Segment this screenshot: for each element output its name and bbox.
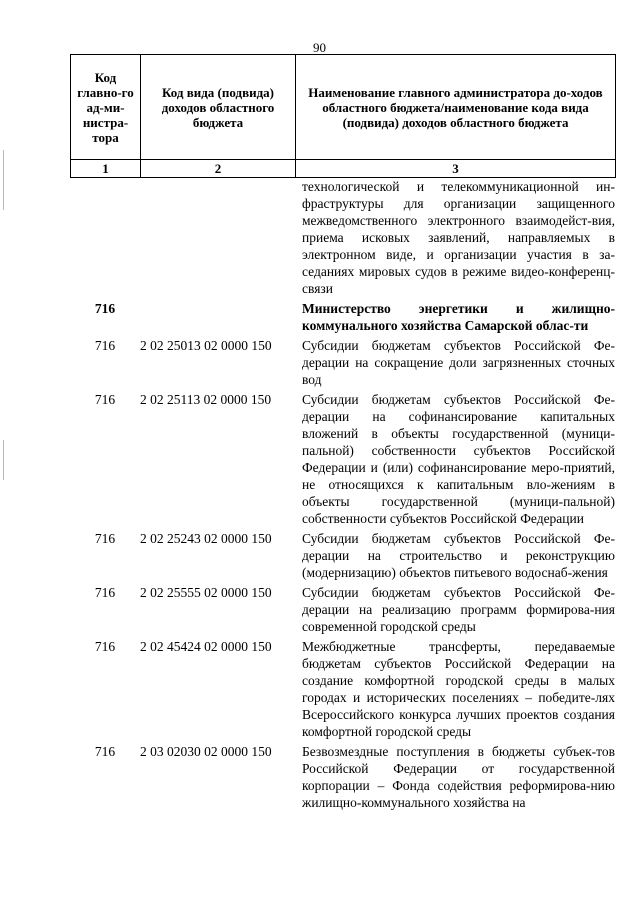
table-row xyxy=(70,743,615,811)
table-row xyxy=(70,391,615,527)
header-num-1: 1 xyxy=(71,160,141,178)
admin-name: Министерство энергетики и жилищно-коммунального хозяйства Самарской облас-ти xyxy=(302,301,615,333)
admin-code: 716 xyxy=(94,531,116,546)
admin-code: 716 xyxy=(94,338,116,353)
income-name: Межбюджетные трансферты, передаваемые бюджетам субъектов Российской Федерации на создание комфортной городской среды в малых городах и исторических поселениях – победите-лях Всероссийского конкурса лучших проектов создания комфортной городской среды xyxy=(302,639,615,739)
income-name: Субсидии бюджетам субъектов Российской Фе-дерации на сокращение доли загрязненных сточных вод xyxy=(302,338,615,387)
income-name: Безвозмездные поступления в бюджеты субъек-тов Российской Федерации от государственной корпорации – Фонда содействия реформирова-нию жилищно-коммунального хозяйства на xyxy=(302,744,615,810)
header-row xyxy=(71,55,616,160)
header-income-code: Код вида (подвида) доходов областного бюджета xyxy=(141,55,296,160)
income-code: 2 02 45424 02 0000 150 xyxy=(140,639,272,654)
admin-code: 716 xyxy=(94,392,116,407)
admin-code xyxy=(70,178,140,297)
header-admin-code: Код главно-го ад-ми-нистра-тора xyxy=(71,55,141,160)
income-code: 2 02 25243 02 0000 150 xyxy=(140,531,272,546)
header-num-3: 3 xyxy=(296,160,616,178)
table-row xyxy=(70,638,615,740)
header-num-2: 2 xyxy=(141,160,296,178)
scan-margin-line xyxy=(3,150,4,210)
income-name: технологической и телекоммуникационной ин-фраструктуры для организации защищенного межведомственного электронного взаимодейст-вия, приема исковых заявлений, направляемых в электронном виде, и организации участия в за-седаниях мировых судов в режиме видео-конференц-связи xyxy=(302,179,615,296)
table-row xyxy=(70,584,615,635)
table-row xyxy=(70,530,615,581)
admin-code: 716 xyxy=(94,301,116,316)
header-number-row xyxy=(71,160,616,178)
income-code xyxy=(140,300,300,334)
table-body xyxy=(70,178,615,811)
table-row xyxy=(70,300,615,334)
table-row xyxy=(70,337,615,388)
table-row xyxy=(70,178,615,297)
admin-code: 716 xyxy=(94,585,116,600)
income-name: Субсидии бюджетам субъектов Российской Фе-дерации на строительство и реконструкцию (модернизацию) объектов питьевого водоснаб-жения xyxy=(302,531,615,580)
income-code: 2 02 25555 02 0000 150 xyxy=(140,585,272,600)
income-code: 2 03 02030 02 0000 150 xyxy=(140,744,272,759)
header-name: Наименование главного администратора до-ходов областного бюджета/наименование кода вида (подвида) доходов областного бюджета xyxy=(296,55,616,160)
income-name: Субсидии бюджетам субъектов Российской Фе-дерации на софинансирование капитальных вложений в объекты государственной (муници-пальной) собственности субъектов Российской Федерации и (или) софинансирование меро-приятий, не относящихся к капитальным вло-жениям в объекты государственной (муници-пальной) собственности субъектов Российской Федерации xyxy=(302,392,615,526)
income-code: 2 02 25013 02 0000 150 xyxy=(140,338,272,353)
page-number: 90 xyxy=(313,40,326,55)
income-code xyxy=(140,178,300,297)
scan-margin-line xyxy=(3,440,4,480)
income-name: Субсидии бюджетам субъектов Российской Фе-дерации на реализацию программ формирова-ния современной городской среды xyxy=(302,585,615,634)
admin-code: 716 xyxy=(94,639,116,654)
admin-code: 716 xyxy=(94,744,116,759)
income-code: 2 02 25113 02 0000 150 xyxy=(140,392,272,407)
header-table xyxy=(70,54,616,178)
